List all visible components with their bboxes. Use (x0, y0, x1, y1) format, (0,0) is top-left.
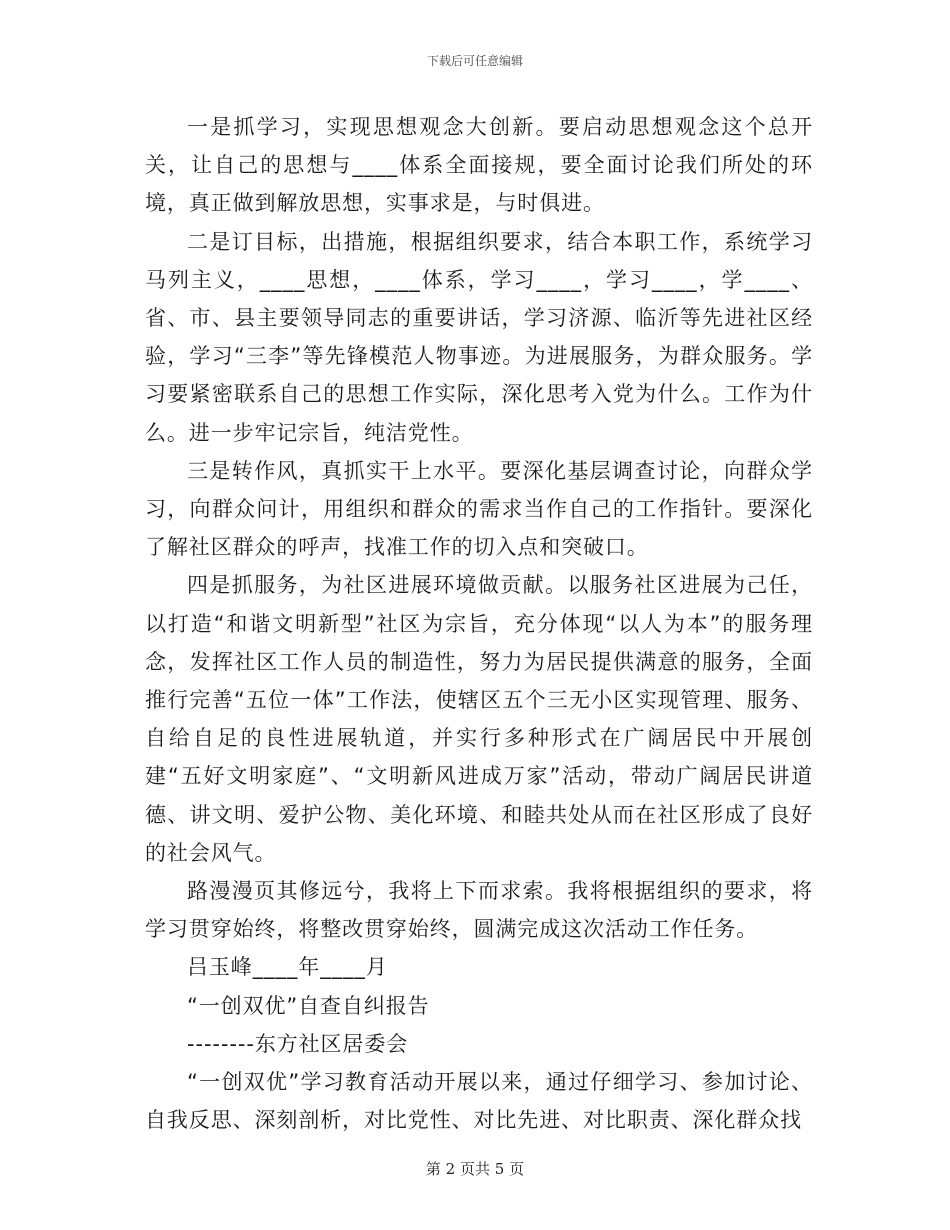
signature-line: 吕玉峰____年____月 (187, 955, 388, 980)
paragraph-3: 三是转作风，真抓实干上水平。要深化基层调查讨论，向群众学习，向群众问计，用组织和群众的需求当作自己的工作指针。要深化了解社区群众的呼声，找准工作的切入点和突破口。 (145, 458, 813, 560)
paragraph-1: 一是抓学习，实现思想观念大创新。要启动思想观念这个总开关，让自己的思想与____体系全面接规，要全面讨论我们所处的环境，真正做到解放思想，实事求是，与时俱进。 (145, 115, 813, 216)
document-body (145, 108, 813, 1139)
report-title: “一创双优”自查自纠报告 (187, 993, 430, 1018)
paragraph-9: “一创双优”学习教育活动开展以来，通过仔细学习、参加讨论、自我反思、深刻剖析，对比党性、对比先进、对比职责、深化群众找 (145, 1070, 813, 1133)
page-header: 下载后可任意编辑 (426, 54, 523, 68)
paragraph-5: 路漫漫页其修远兮，我将上下而求索。我将根据组织的要求，将学习贯穿始终，将整改贯穿始终，圆满完成这次活动工作任务。 (145, 879, 813, 942)
paragraph-2: 二是订目标，出措施，根据组织要求，结合本职工作，系统学习马列主义，____思想，____体系，学习____，学习____，学____、省、市、县主要领导同志的重要讲话，学习济源、临沂等先进社区经验，学习“三李”等先锋模范人物事迹。为进展服务，为群众服务。学习要紧密联系自己的思想工作实际，深化思考入党为什么。工作为什么。进一步牢记宗旨，纯洁党性。 (145, 229, 813, 445)
report-author: --------东方社区居委会 (187, 1031, 409, 1056)
paragraph-4: 四是抓服务，为社区进展环境做贡献。以服务社区进展为己任，以打造“和谐文明新型”社区为宗旨，充分体现“以人为本”的服务理念，发挥社区工作人员的制造性，努力为居民提供满意的服务，全面推行完善“五位一体”工作法，使辖区五个三无小区实现管理、服务、自给自足的良性进展轨道，并实行多种形式在广阔居民中开展创建“五好文明家庭”、“文明新风进成万家”活动，带动广阔居民讲道德、讲文明、爱护公物、美化环境、和睦共处从而在社区形成了良好的社会风气。 (145, 573, 813, 865)
page-footer: 第 2 页共 5 页 (425, 1160, 525, 1178)
